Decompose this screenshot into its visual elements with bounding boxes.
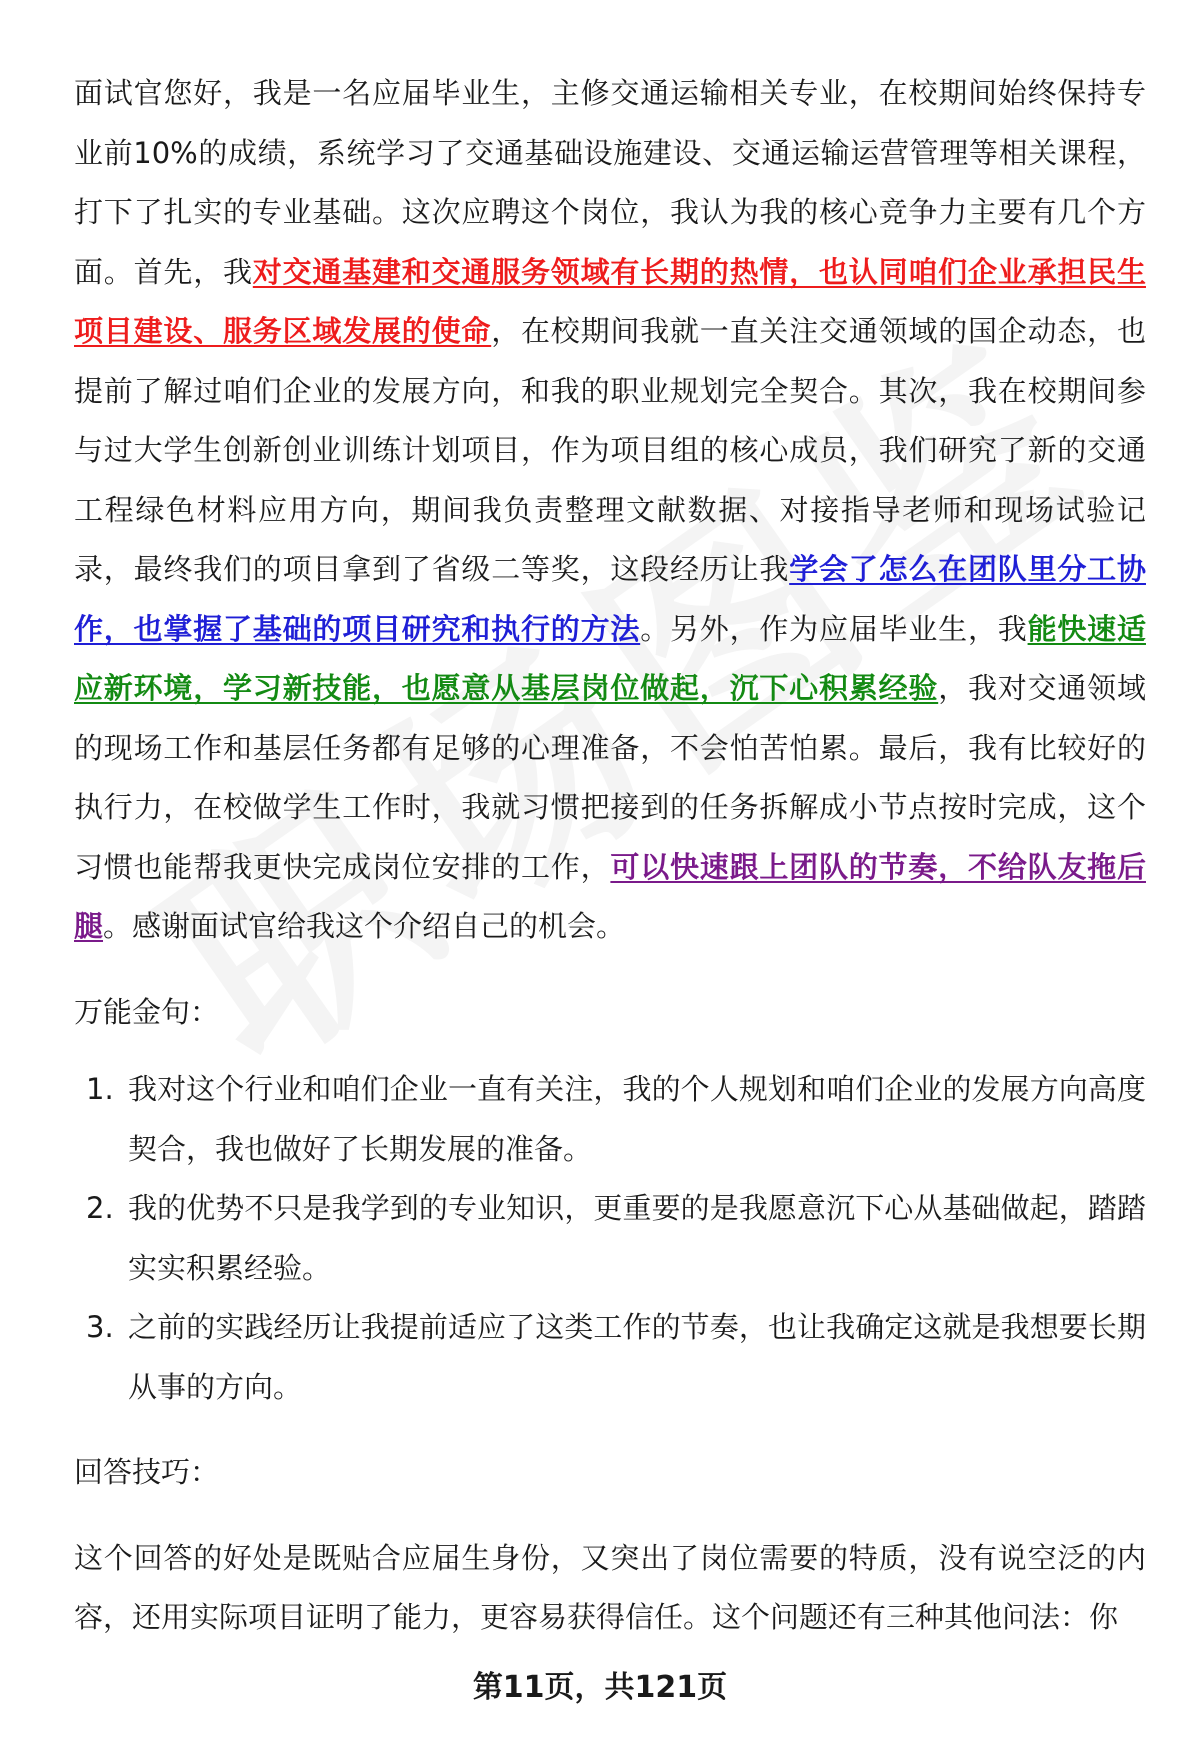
list-item-number: 1. bbox=[86, 1072, 114, 1106]
list-item-text: 我的优势不只是我学到的专业知识，更重要的是我愿意沉下心从基础做起，踏踏实实积累经验。 bbox=[128, 1191, 1146, 1285]
intro-text-5: 。感谢面试官给我这个介绍自己的机会。 bbox=[103, 909, 626, 943]
list-item-number: 2. bbox=[86, 1191, 114, 1225]
intro-paragraph bbox=[74, 64, 1146, 957]
list-item bbox=[74, 1179, 1146, 1298]
highlight-adaptability: 能快速适应新环境，学习新技能，也愿意从基层岗位做起，沉下心积累经验 bbox=[74, 611, 1146, 705]
intro-text-4: ，我对交通领域的现场工作和基层任务都有足够的心理准备，不会怕苦怕累。最后，我有比较好的执行力，在校做学生工作时，我就习惯把接到的任务拆解成小节点按时完成，这个习惯也能帮我更快完成岗位安排的工作， bbox=[74, 671, 1146, 884]
highlight-execution: 可以快速跟上团队的节奏，不给队友拖后腿 bbox=[74, 849, 1146, 943]
golden-sentences-list bbox=[74, 1060, 1146, 1417]
list-item-text: 我对这个行业和咱们企业一直有关注，我的个人规划和咱们企业的发展方向高度契合，我也做好了长期发展的准备。 bbox=[128, 1072, 1146, 1166]
highlight-passion: 对交通基建和交通服务领域有长期的热情，也认同咱们企业承担民生项目建设、服务区域发展的使命 bbox=[74, 254, 1146, 348]
golden-sentences-title: 万能金句： bbox=[74, 994, 220, 1029]
page-content bbox=[74, 64, 1146, 1648]
list-item bbox=[74, 1060, 1146, 1179]
list-item bbox=[74, 1298, 1146, 1417]
highlight-teamwork: 学会了怎么在团队里分工协作，也掌握了基础的项目研究和执行的方法 bbox=[74, 552, 1146, 646]
answer-tips-paragraph: 这个回答的好处是既贴合应届生身份，又突出了岗位需要的特质，没有说空泛的内容，还用实际项目证明了能力，更容易获得信任。这个问题还有三种其他问法：你 bbox=[74, 1540, 1146, 1634]
intro-text-3: 。另外，作为应届毕业生，我 bbox=[640, 611, 1028, 646]
list-item-number: 3. bbox=[86, 1310, 114, 1344]
list-item-text: 之前的实践经历让我提前适应了这类工作的节奏，也让我确定这就是我想要长期从事的方向。 bbox=[128, 1310, 1146, 1404]
intro-text-2: ，在校期间我就一直关注交通领域的国企动态，也提前了解过咱们企业的发展方向，和我的职业规划完全契合。其次，我在校期间参与过大学生创新创业训练计划项目，作为项目组的核心成员，我们研究了新的交通工程绿色材料应用方向，期间我负责整理文献数据、对接指导老师和现场试验记录，最终我们的项目拿到了省级二等奖，这段经历让我 bbox=[74, 314, 1146, 586]
answer-tips-title: 回答技巧： bbox=[74, 1455, 220, 1489]
page-number-footer: 第11页，共121页 bbox=[472, 1670, 728, 1705]
intro-text-1: 面试官您好，我是一名应届毕业生，主修交通运输相关专业，在校期间始终保持专业前10%的成绩，系统学习了交通基础设施建设、交通运输运营管理等相关课程，打下了扎实的专业基础。这次应聘这个岗位，我认为我的核心竞争力主要有几个方面。首先，我 bbox=[74, 76, 1146, 289]
